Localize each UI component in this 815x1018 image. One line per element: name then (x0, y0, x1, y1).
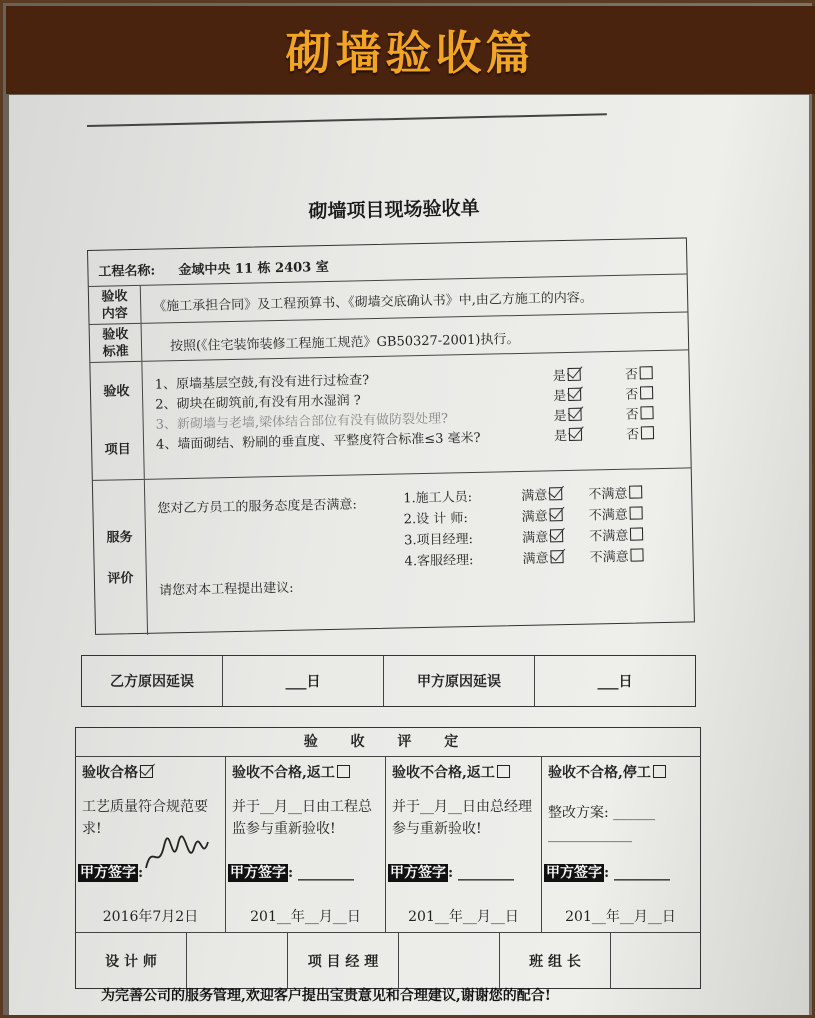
service-row (93, 468, 694, 635)
satisfied-label: 满意 (521, 530, 549, 546)
project-label: 工程名称: (98, 263, 156, 280)
satisfied-checkbox[interactable] (549, 487, 562, 500)
items-label (90, 362, 144, 480)
fail-body-1: 并于__月__日由工程总监参与重新验收! (232, 799, 372, 837)
satisfied-label: 满意 (522, 551, 549, 567)
fail-body-2: 并于__月__日由总经理参与重新验收! (392, 799, 532, 837)
items-list (155, 369, 481, 456)
items-label-top: 验收 (103, 383, 130, 400)
content-text: 《施工承担合同》及工程预算书、《砌墙交底确认书》中,由乙方施工的内容。 (153, 290, 593, 315)
service-label-bottom: 评价 (107, 570, 134, 587)
assessment-table (75, 727, 701, 989)
paper-sheet (9, 95, 809, 1015)
yes-label: 是 (553, 388, 567, 405)
top-rule (87, 113, 607, 127)
item-1: 1、原墙基层空鼓,有没有进行过检查? (154, 373, 370, 393)
yes-checkbox[interactable] (568, 388, 581, 401)
no-checkbox[interactable] (641, 426, 654, 439)
fail-sign-label-1: 甲方签字 (230, 865, 286, 881)
designer-label: 设 计 师 (76, 933, 187, 988)
unsatisfied-label: 不满意 (589, 528, 629, 545)
stop-column: 验收不合格,停工 整改方案: ______ ____________ 甲方签字 : ________ 201__年__月__日 (542, 756, 699, 932)
fail-rework-col-1: 验收不合格,返工 并于__月__日由工程总监参与重新验收! 甲方签字 : ________ 201__年__月__日 (226, 756, 386, 932)
no-checkbox[interactable] (640, 386, 653, 399)
yes-label: 是 (553, 408, 567, 425)
unsatisfied-label: 不满意 (588, 507, 629, 524)
satisfied-checkbox[interactable] (550, 529, 563, 542)
no-label: 否 (624, 367, 639, 383)
team-leader-label: 班 组 长 (500, 933, 611, 988)
banner-title: 砌墙验收篇 (285, 26, 536, 80)
yes-checkbox[interactable] (569, 428, 582, 441)
no-label: 否 (625, 387, 639, 403)
fail-checkbox-2[interactable] (497, 765, 510, 778)
signature (142, 832, 212, 880)
fail-date-2: 201__年__月__日 (408, 909, 519, 925)
yes-label: 是 (553, 428, 568, 445)
items-label-bottom: 项目 (104, 442, 131, 458)
delay-table (81, 655, 696, 707)
pass-head: 验收合格 (82, 765, 138, 781)
service-roles (403, 487, 474, 572)
no-label: 否 (625, 407, 639, 423)
item-4: 4、墙面砌结、粉刷的垂直度、平整度符合标准≤3 毫米? (155, 430, 481, 453)
footer-note: 为完善公司的服务管理,欢迎客户提出宝贵意见和合理建议,谢谢您的配合! (101, 988, 551, 1004)
unsatisfied-checkbox[interactable] (631, 548, 644, 561)
team-leader-sign-cell (611, 933, 700, 988)
stop-body: 整改方案: (548, 805, 609, 821)
fail-checkbox-1[interactable] (337, 765, 350, 778)
pass-column: 验收合格 工艺质量符合规范要求! 甲方签字 : 2016年7月2日 (76, 756, 226, 932)
unsatisfied-checkbox[interactable] (629, 485, 642, 498)
standard-label: 验收 标准 (90, 324, 143, 362)
role-designer: 2.设 计 师: (403, 511, 468, 528)
stop-sign-label: 甲方签字 (546, 865, 602, 881)
items-answers (553, 365, 655, 447)
item-2: 2、砌块在砌筑前,有没有用水湿润 ? (155, 393, 361, 413)
no-checkbox[interactable] (641, 406, 654, 419)
designer-sign-cell (187, 933, 288, 988)
fail-sign-label-2: 甲方签字 (390, 865, 446, 881)
unsatisfied-label: 不满意 (589, 549, 629, 566)
role-service: 4.客服经理: (404, 552, 474, 570)
project-value: 金域中央 11 栋 2403 室 (178, 259, 329, 279)
satisfied-checkbox[interactable] (550, 508, 563, 521)
item-3: 3、新砌墙与老墙,梁体结合部位有没有做防裂处理? (155, 411, 449, 433)
no-checkbox[interactable] (640, 366, 653, 379)
yes-label: 是 (552, 369, 566, 385)
party-a-delay-label: 甲方原因延误 (384, 656, 535, 706)
unsatisfied-label: 不满意 (588, 486, 628, 503)
standard-text: 按照(《住宅装饰装修工程施工规范》GB50327-2001)执行。 (169, 331, 520, 355)
stop-checkbox[interactable] (653, 765, 666, 778)
manager-label: 项 目 经 理 (288, 933, 399, 988)
fail-rework-col-2: 验收不合格,返工 并于__月__日由总经理参与重新验收! 甲方签字 : ________ 201__年__月__日 (386, 756, 542, 932)
yes-checkbox[interactable] (568, 368, 581, 381)
role-builder: 1.施工人员: (403, 489, 473, 507)
pass-body: 工艺质量符合规范要求! (82, 799, 208, 837)
party-b-delay-label: 乙方原因延误 (82, 656, 223, 706)
fail-date-1: 201__年__月__日 (250, 909, 361, 925)
content-label: 验收 内容 (89, 286, 142, 324)
service-label-top: 服务 (106, 529, 133, 546)
title-banner (6, 6, 815, 94)
suggest-label: 请您对本工程提出建议: (159, 580, 294, 599)
no-label: 否 (625, 427, 640, 443)
party-b-delay-days: ___日 (223, 656, 384, 706)
assessment-title: 验 收 评 定 (76, 728, 700, 757)
acceptance-form (87, 237, 695, 634)
satisfied-label: 满意 (521, 488, 548, 504)
signoff-row (76, 932, 700, 988)
unsatisfied-checkbox[interactable] (630, 506, 643, 519)
fail-head-1: 验收不合格,返工 (232, 765, 335, 781)
form-title: 砌墙项目现场验收单 (308, 197, 480, 223)
pass-checkbox[interactable] (140, 765, 153, 778)
items-row (90, 350, 690, 480)
role-manager: 3.项目经理: (404, 531, 474, 549)
satisfied-label: 满意 (521, 509, 548, 525)
yes-checkbox[interactable] (568, 408, 581, 421)
pass-date: 2016年7月2日 (102, 909, 199, 925)
unsatisfied-checkbox[interactable] (630, 527, 643, 540)
service-answers (521, 483, 644, 570)
stop-head: 验收不合格,停工 (548, 765, 651, 781)
fail-head-2: 验收不合格,返工 (392, 765, 495, 781)
satisfied-checkbox[interactable] (550, 550, 563, 563)
pass-sign-label: 甲方签字 (80, 865, 136, 881)
service-label (93, 480, 148, 636)
service-question: 您对乙方员工的服务态度是否满意: (157, 497, 357, 517)
stop-date: 201__年__月__日 (565, 909, 676, 925)
manager-sign-cell (399, 933, 500, 988)
party-a-delay-days: ___日 (597, 674, 633, 690)
